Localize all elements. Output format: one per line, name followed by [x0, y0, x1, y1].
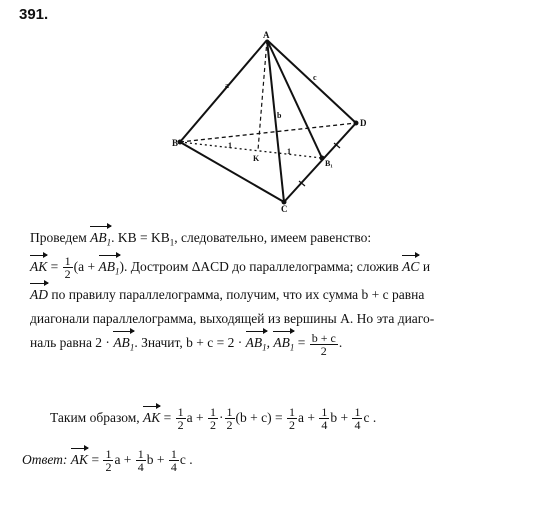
solution-line-4: диагонали параллелограмма, выходящей из вершины A. Но эта диаго-	[30, 311, 435, 327]
pyramid-figure	[160, 30, 390, 215]
solution-paragraph	[30, 226, 530, 360]
fraction-b-plus-c-over-2: $\frac{b + c}{2}$	[311, 330, 336, 358]
vector-ab1: $AB_1$	[273, 331, 294, 360]
fraction-half: $\frac{1}{2}$	[64, 254, 71, 282]
label-k: K	[253, 154, 260, 163]
answer-label: Ответ:	[22, 452, 68, 467]
label-vec-a: a⃗	[225, 81, 236, 90]
vector-ak: AK	[143, 406, 160, 430]
edge-ab	[180, 40, 267, 142]
vector-ak: AK	[30, 255, 47, 279]
vector-ab1: $AB_1$	[113, 331, 134, 360]
label-a: A	[263, 30, 270, 40]
edge-bc	[180, 142, 284, 202]
point-b1	[320, 156, 325, 161]
label-vec-b: b⃗	[277, 111, 288, 120]
solution-line-2: AK = $\frac{1}{2}$ $(a + AB_1)$. Достроим ΔACD до параллелограмма; сложив AC и	[30, 255, 530, 284]
edge-ab1	[267, 40, 322, 158]
solution-line-5: наль равна $2 \cdot AB_1$. Значит, $b + c = 2 \cdot AB_1$, $AB_1$ = $\frac{b + c}{2}$ .	[30, 331, 530, 360]
edge-bd-hidden	[180, 123, 356, 142]
vector-ab1: $AB_1$	[99, 255, 120, 284]
solution-line-1: Проведем $AB_1$. KB = $KB_1$, следовательно, имеем равенство:	[30, 226, 530, 255]
problem-number: 391.	[19, 6, 49, 23]
label-b: B	[172, 138, 179, 148]
segment-bb1	[180, 142, 322, 158]
label-d: D	[360, 118, 367, 128]
edge-ac	[267, 40, 284, 202]
point-b	[178, 140, 183, 145]
vector-ad: AD	[30, 283, 48, 307]
edge-cd	[284, 123, 356, 202]
vector-ac: AC	[402, 255, 419, 279]
label-vec-c: c⃗	[313, 73, 323, 82]
conclusion-line: Таким образом, AK = $\frac{1}{2}$ a + $\frac{1}{2}$ · $\frac{1}{2}$ (b + c) = $\frac{1}{2}$ a + $\frac{1}{4}$ b + $\frac{1}{4}$ c .	[50, 405, 377, 433]
solution-line-3: AD по правилу параллелограмма, получим, что их сумма b + c равна	[30, 283, 530, 307]
segment-ak	[258, 40, 267, 150]
vector-ab1: $AB_1$	[90, 226, 111, 255]
vector-ak: AK	[71, 448, 88, 472]
label-one-right: 1	[287, 147, 291, 156]
label-one-left: 1	[228, 141, 232, 150]
answer-line: Ответ: AK = $\frac{1}{2}$ a + $\frac{1}{4}$ b + $\frac{1}{4}$ c .	[22, 447, 193, 475]
point-d	[354, 121, 359, 126]
vector-ab1: $AB_1$	[246, 331, 267, 360]
label-b1: B₁	[325, 159, 333, 168]
label-c: C	[281, 204, 288, 214]
